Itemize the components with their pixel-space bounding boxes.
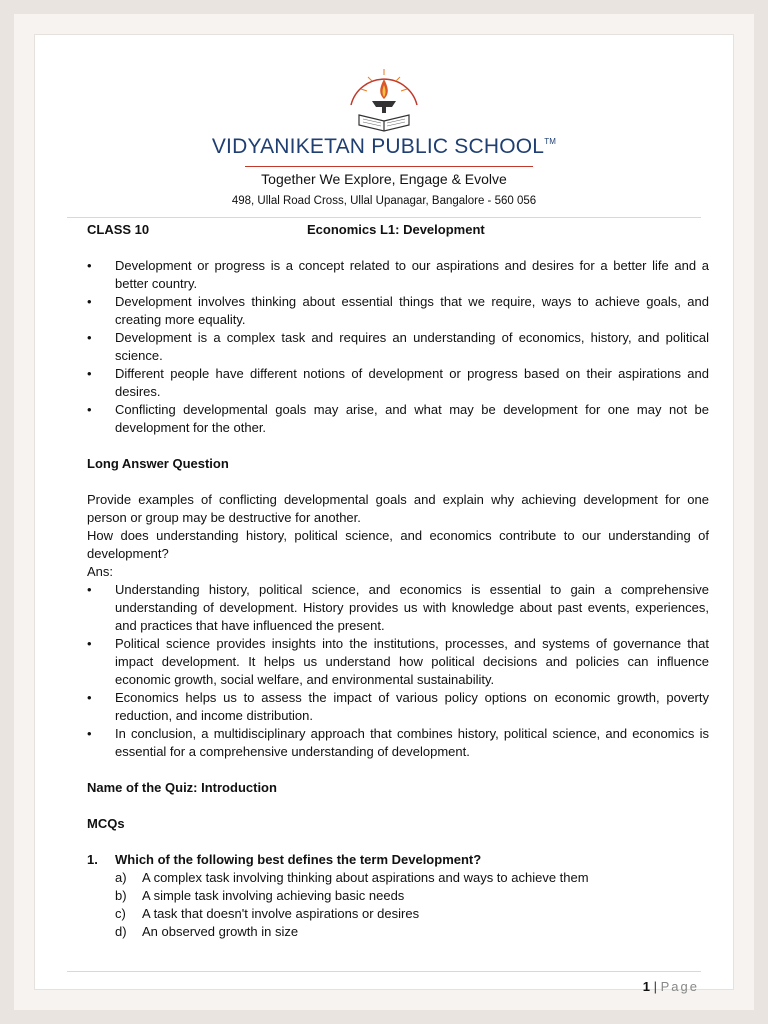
document-page: [34, 34, 734, 994]
mcq-options: [87, 869, 709, 941]
mcq-option-c: c) A task that doesn't involve aspirations or desires: [115, 906, 420, 921]
class-subject-row: [87, 221, 709, 239]
bullet-icon: •: [87, 636, 92, 651]
list-item: • Understanding history, political science, and economics is essential to gain a comprehensive understanding of development. History provides us with knowledge about past events, experiences, and practices that have influenced the present.: [87, 582, 709, 633]
mcq-option-a: a) A complex task involving thinking about aspirations and ways to achieve them: [115, 870, 589, 885]
school-name-text: VIDYANIKETAN PUBLIC SCHOOL: [211, 135, 545, 158]
list-item: • Conflicting developmental goals may arise, and what may be development for one may not be development for the other.: [87, 402, 709, 435]
document-body: [87, 221, 709, 941]
subject-title: Economics L1: Development: [307, 222, 485, 237]
footer-separator: |: [653, 979, 657, 994]
bullet-icon: •: [87, 726, 92, 741]
long-answer-heading: Long Answer Question: [87, 456, 229, 471]
bullet-icon: •: [87, 330, 92, 345]
page-number: 1: [642, 979, 650, 994]
school-tagline: Together We Explore, Engage & Evolve: [261, 171, 507, 187]
mcq-option-b: b) A simple task involving achieving basic needs: [115, 888, 405, 903]
quiz-name: Name of the Quiz: Introduction: [87, 780, 277, 795]
mcq-heading: MCQs: [87, 816, 125, 831]
school-address: 498, Ullal Road Cross, Ullal Upanagar, Bangalore - 560 056: [231, 195, 537, 207]
school-logo: [35, 65, 733, 138]
intro-bullet-list: [87, 257, 709, 437]
header-accent-rule: [245, 166, 533, 167]
mcq-question-1: [87, 851, 709, 869]
list-item: • In conclusion, a multidisciplinary approach that combines history, political science, and economics is essential for a comprehensive understanding of development.: [87, 726, 709, 759]
question-number: 1.: [87, 852, 98, 867]
list-item: • Different people have different notions of development or progress based on their aspirations and desires.: [87, 366, 709, 399]
page-footer: [643, 979, 699, 994]
question-text: Which of the following best defines the term Development?: [115, 852, 482, 867]
answer-bullet-list: [87, 581, 709, 761]
bullet-icon: •: [87, 690, 92, 705]
school-name: [35, 135, 733, 159]
list-item: • Development involves thinking about essential things that we require, ways to achieve goals, and creating more equality.: [87, 294, 709, 327]
answer-label: Ans:: [87, 564, 114, 579]
class-label: CLASS 10: [87, 222, 150, 237]
bullet-icon: •: [87, 258, 92, 273]
long-answer-question-2: How does understanding history, political science, and economics contribute to our understanding of development?: [87, 528, 709, 561]
footer-divider: [67, 971, 701, 972]
bullet-icon: •: [87, 582, 92, 597]
page-frame: [14, 14, 754, 1010]
trademark-mark: TM: [544, 137, 557, 146]
lamp-book-emblem-icon: [339, 65, 429, 133]
bullet-icon: •: [87, 366, 92, 381]
list-item: • Political science provides insights into the institutions, processes, and systems of governance that impact development. It helps us understand how political decisions and policies can influence economic growth, social welfare, and environmental sustainability.: [87, 636, 709, 687]
list-item: • Development or progress is a concept related to our aspirations and desires for a better life and a better country.: [87, 258, 709, 291]
long-answer-question-1: Provide examples of conflicting developmental goals and explain why achieving development for one person or group may be destructive for another.: [87, 492, 709, 525]
header-divider: [67, 217, 701, 218]
bullet-icon: •: [87, 402, 92, 417]
page-word: Page: [660, 979, 699, 994]
mcq-option-d: d) An observed growth in size: [115, 924, 299, 939]
bullet-icon: •: [87, 294, 92, 309]
list-item: • Development is a complex task and requires an understanding of economics, history, and political science.: [87, 330, 709, 363]
list-item: • Economics helps us to assess the impact of various policy options on economic growth, poverty reduction, and income distribution.: [87, 690, 709, 723]
